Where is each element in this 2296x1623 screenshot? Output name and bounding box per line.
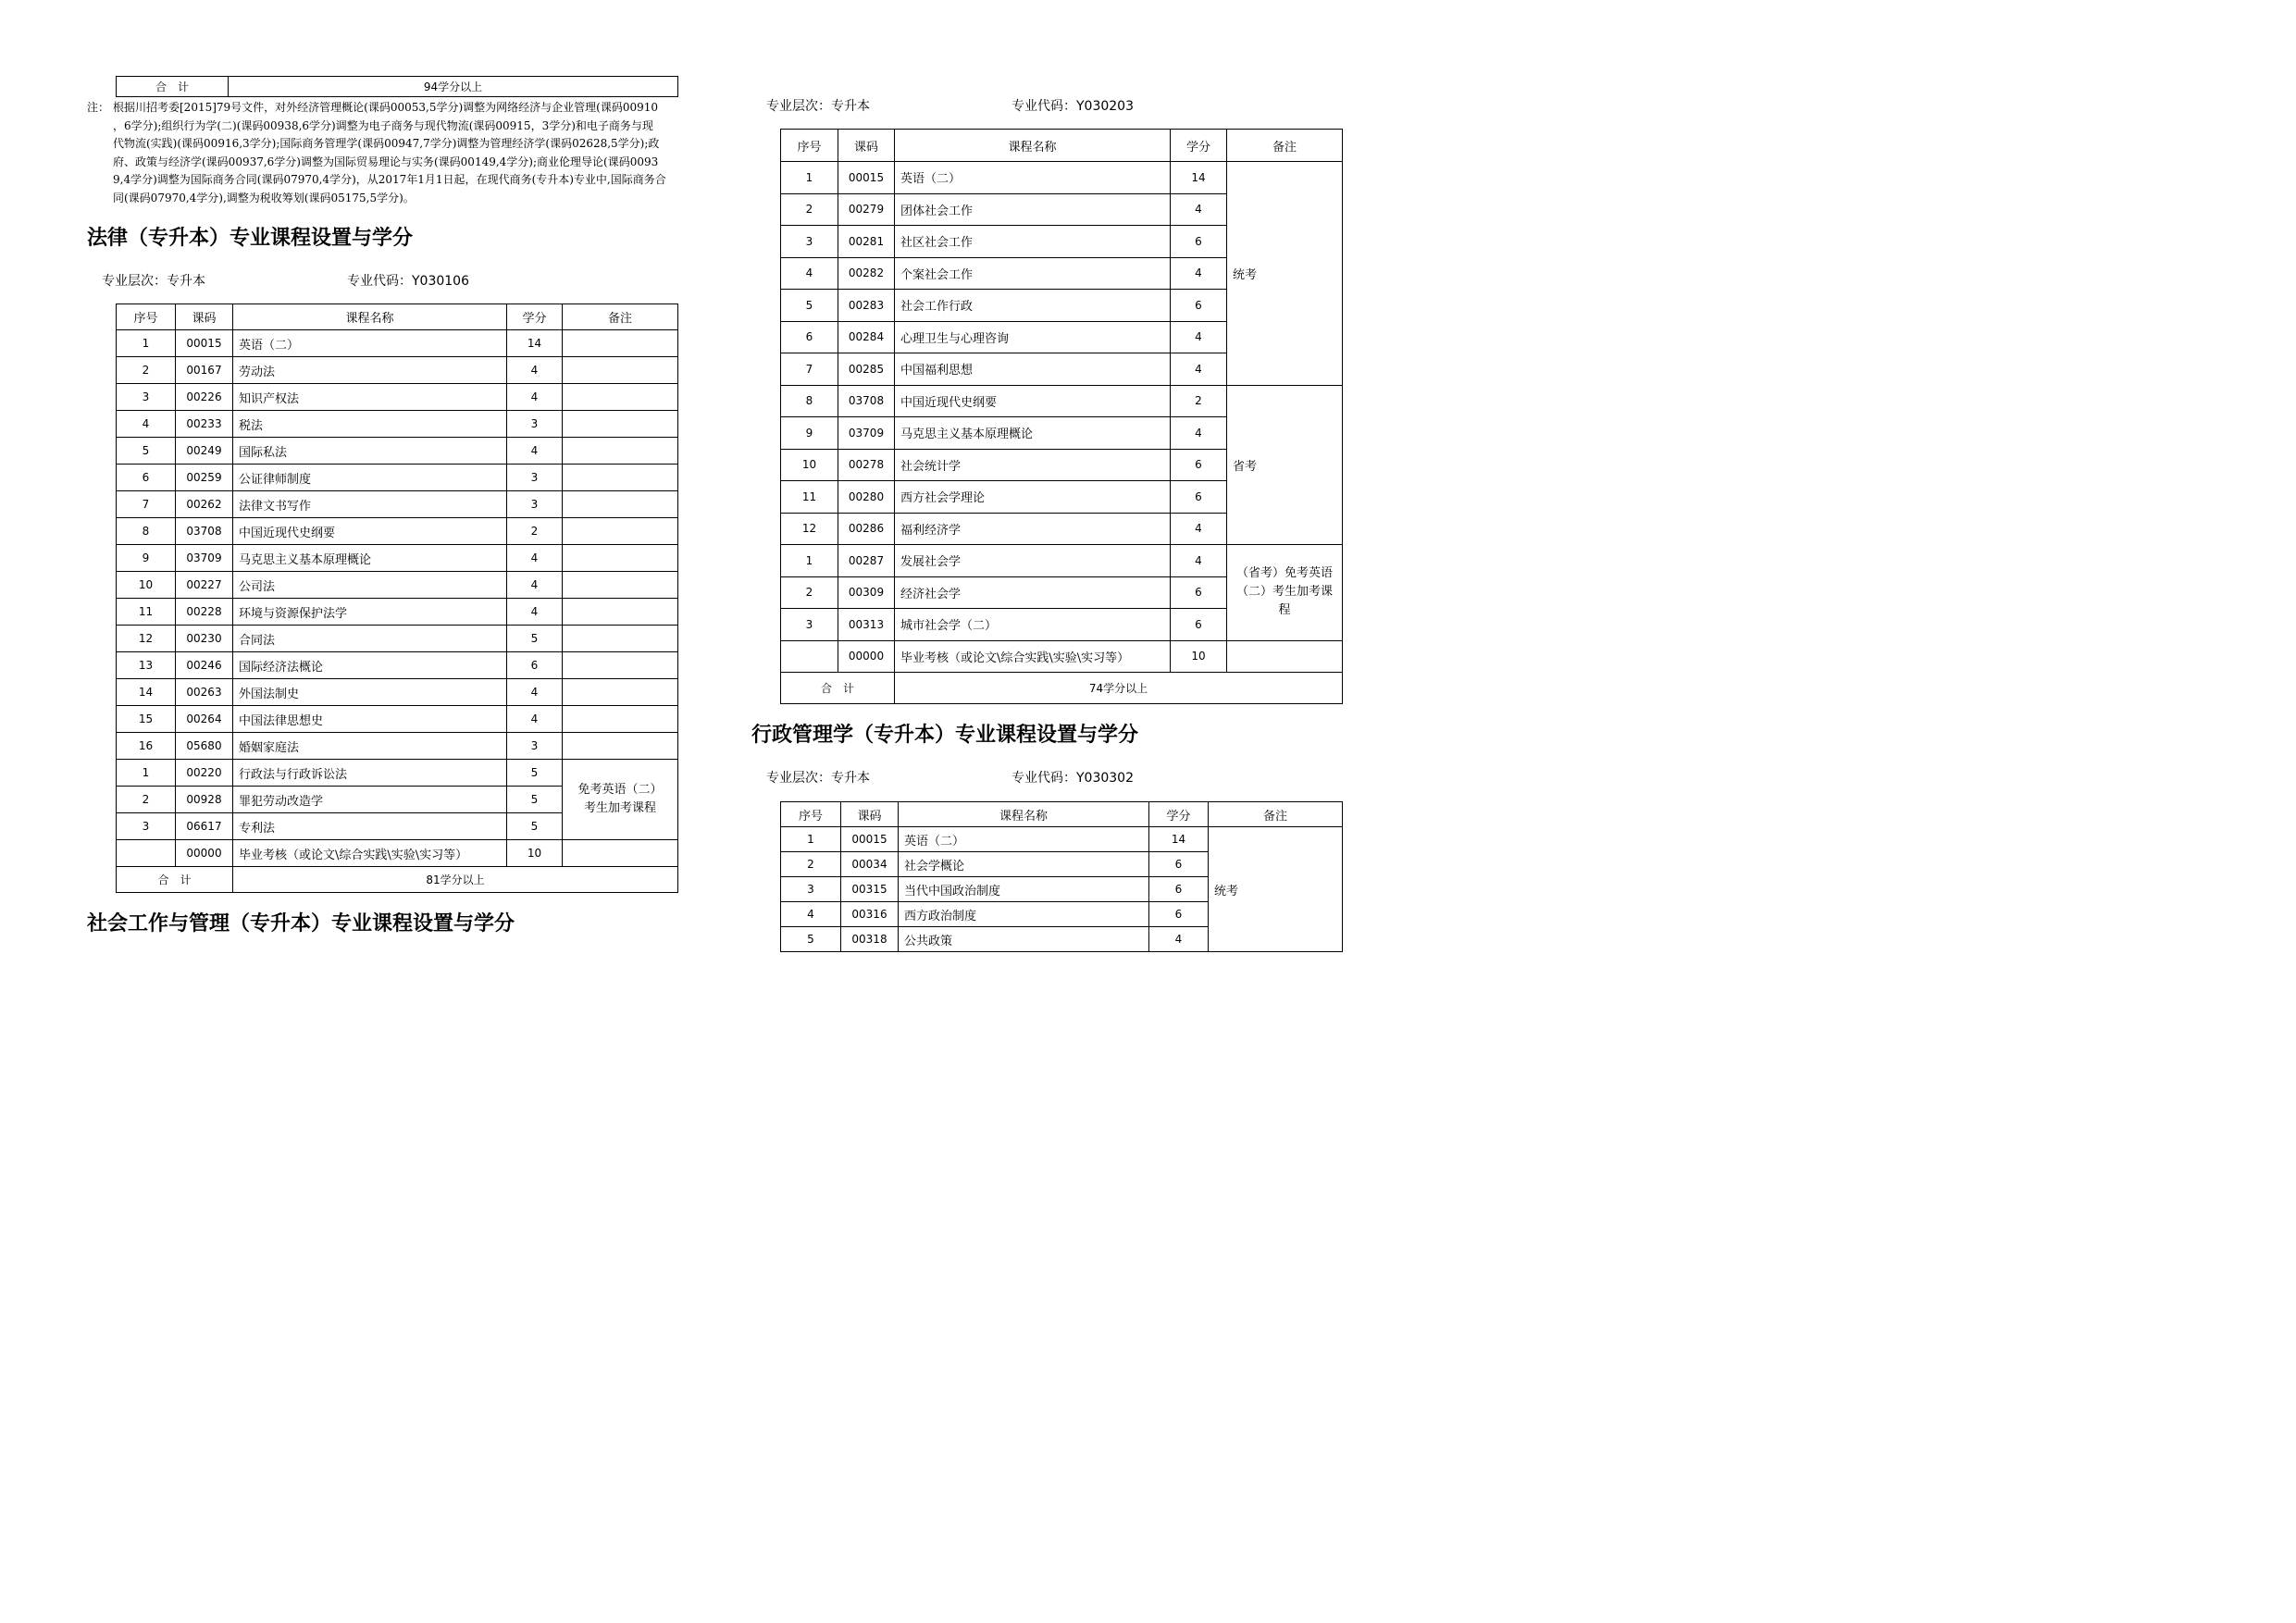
row-seq: 11 <box>117 599 176 626</box>
row-credit: 4 <box>507 679 563 706</box>
row-code: 00286 <box>838 513 895 545</box>
row-seq: 14 <box>117 679 176 706</box>
row-name: 经济社会学 <box>895 576 1171 609</box>
row-name: 福利经济学 <box>895 513 1171 545</box>
row-code: 03708 <box>176 518 233 545</box>
row-note <box>563 438 678 465</box>
row-seq: 12 <box>117 626 176 652</box>
law-group-note: 免考英语（二）考生加考课程 <box>563 760 678 840</box>
row-credit: 4 <box>1171 513 1227 545</box>
row-seq <box>117 840 176 867</box>
row-name: 法律文书写作 <box>233 491 507 518</box>
row-credit: 4 <box>1171 417 1227 450</box>
row-credit: 5 <box>507 626 563 652</box>
row-credit: 6 <box>1171 449 1227 481</box>
row-code: 03708 <box>838 385 895 417</box>
row-credit: 3 <box>507 411 563 438</box>
row-seq: 11 <box>781 481 838 514</box>
row-name: 税法 <box>233 411 507 438</box>
col-header-credit: 学分 <box>507 304 563 330</box>
row-seq: 7 <box>117 491 176 518</box>
table-row <box>781 827 1343 852</box>
row-code: 00281 <box>838 226 895 258</box>
table-row <box>117 357 678 384</box>
row-seq: 4 <box>781 902 841 927</box>
row-credit: 10 <box>507 840 563 867</box>
total-row <box>117 867 678 893</box>
row-credit: 5 <box>507 813 563 840</box>
col-header-code: 课码 <box>838 130 895 162</box>
row-name: 行政法与行政诉讼法 <box>233 760 507 787</box>
admin-course-table <box>780 801 1343 952</box>
row-seq: 5 <box>781 927 841 952</box>
row-note <box>1227 640 1343 673</box>
row-name: 劳动法 <box>233 357 507 384</box>
row-note <box>563 384 678 411</box>
row-code: 00262 <box>176 491 233 518</box>
footnote <box>87 99 716 208</box>
row-credit: 3 <box>507 465 563 491</box>
row-credit: 4 <box>1171 321 1227 353</box>
row-code: 00282 <box>838 257 895 290</box>
row-name: 国际经济法概论 <box>233 652 507 679</box>
row-note <box>563 733 678 760</box>
row-credit: 4 <box>1149 927 1209 952</box>
row-code: 06617 <box>176 813 233 840</box>
row-seq: 8 <box>781 385 838 417</box>
row-name: 毕业考核（或论文\综合实践\实验\实习等） <box>895 640 1171 673</box>
row-code: 00226 <box>176 384 233 411</box>
table-row <box>781 545 1343 577</box>
total-value: 94学分以上 <box>229 77 678 97</box>
row-note <box>563 679 678 706</box>
row-name: 英语（二） <box>899 827 1149 852</box>
row-name: 英语（二） <box>895 162 1171 194</box>
row-credit: 2 <box>1171 385 1227 417</box>
row-code: 05680 <box>176 733 233 760</box>
row-credit: 4 <box>507 572 563 599</box>
row-seq: 1 <box>117 330 176 357</box>
row-note <box>563 840 678 867</box>
row-code: 00278 <box>838 449 895 481</box>
row-note <box>563 411 678 438</box>
top-total-table <box>116 76 678 97</box>
social-work-section-title: 社会工作与管理（专升本）专业课程设置与学分 <box>87 911 515 935</box>
row-name: 社会学概论 <box>899 852 1149 877</box>
social-work-note-extra: （省考）免考英语（二）考生加考课程 <box>1227 545 1343 641</box>
row-name: 个案社会工作 <box>895 257 1171 290</box>
row-seq: 4 <box>781 257 838 290</box>
footnote-line: 根据川招考委[2015]79号文件，对外经济管理概论(课码00053,5学分)调整为网络经济与企业管理(课码00910 <box>113 101 659 114</box>
row-seq: 9 <box>781 417 838 450</box>
row-code: 00034 <box>841 852 899 877</box>
row-credit: 6 <box>1149 877 1209 902</box>
footnote-line: 代物流(实践)(课码00916,3学分);国际商务管理学(课码00947,7学分)调整为管理经济学(课码02628,5学分);政 <box>113 137 660 151</box>
row-note <box>563 330 678 357</box>
row-credit: 4 <box>1171 353 1227 386</box>
row-name: 团体社会工作 <box>895 193 1171 226</box>
row-seq: 2 <box>781 852 841 877</box>
row-seq: 3 <box>117 813 176 840</box>
footnote-line: ，6学分);组织行为学(二)(课码00938,6学分)调整为电子商务与现代物流(课码00915，3学分)和电子商务与现 <box>113 118 653 132</box>
col-header-code: 课码 <box>841 802 899 827</box>
row-name: 当代中国政治制度 <box>899 877 1149 902</box>
row-code: 00264 <box>176 706 233 733</box>
row-name: 环境与资源保护法学 <box>233 599 507 626</box>
table-row <box>117 599 678 626</box>
row-seq: 1 <box>781 162 838 194</box>
row-name: 合同法 <box>233 626 507 652</box>
row-note <box>563 545 678 572</box>
total-label: 合 计 <box>117 77 229 97</box>
row-credit: 14 <box>507 330 563 357</box>
row-code: 00309 <box>838 576 895 609</box>
col-header-seq: 序号 <box>117 304 176 330</box>
admin-section-title: 行政管理学（专升本）专业课程设置与学分 <box>751 723 1139 747</box>
row-credit: 6 <box>1171 226 1227 258</box>
row-note <box>563 652 678 679</box>
row-credit: 5 <box>507 760 563 787</box>
row-code: 00015 <box>176 330 233 357</box>
col-header-note: 备注 <box>1209 802 1343 827</box>
footnote-line: 府、政策与经济学(课码00937,6学分)调整为国际贸易理论与实务(课码00149,4学分);商业伦理导论(课码0093 <box>113 155 659 168</box>
row-seq: 2 <box>781 576 838 609</box>
row-name: 知识产权法 <box>233 384 507 411</box>
row-seq: 5 <box>781 290 838 322</box>
row-code: 00313 <box>838 609 895 641</box>
row-code: 00280 <box>838 481 895 514</box>
table-row <box>117 706 678 733</box>
row-seq: 1 <box>781 827 841 852</box>
row-credit: 10 <box>1171 640 1227 673</box>
row-name: 中国福利思想 <box>895 353 1171 386</box>
row-name: 中国近现代史纲要 <box>895 385 1171 417</box>
row-code: 00015 <box>841 827 899 852</box>
table-row <box>117 733 678 760</box>
col-header-seq: 序号 <box>781 802 841 827</box>
table-row <box>117 491 678 518</box>
row-name: 国际私法 <box>233 438 507 465</box>
total-label: 合 计 <box>117 867 233 893</box>
row-seq: 10 <box>781 449 838 481</box>
row-note <box>563 518 678 545</box>
row-credit: 4 <box>507 384 563 411</box>
admin-code-label: 专业代码：Y030302 <box>1011 771 1134 786</box>
row-note <box>563 706 678 733</box>
row-name: 外国法制史 <box>233 679 507 706</box>
row-code: 00279 <box>838 193 895 226</box>
row-code: 00228 <box>176 599 233 626</box>
table-row <box>117 411 678 438</box>
row-seq <box>781 640 838 673</box>
row-name: 公司法 <box>233 572 507 599</box>
table-row <box>117 679 678 706</box>
row-name: 发展社会学 <box>895 545 1171 577</box>
table-row <box>117 626 678 652</box>
row-code: 00246 <box>176 652 233 679</box>
row-name: 心理卫生与心理咨询 <box>895 321 1171 353</box>
row-code: 00316 <box>841 902 899 927</box>
table-row <box>781 385 1343 417</box>
law-section-title: 法律（专升本）专业课程设置与学分 <box>87 226 414 250</box>
row-name: 中国近现代史纲要 <box>233 518 507 545</box>
col-header-name: 课程名称 <box>233 304 507 330</box>
law-level-label: 专业层次：专升本 <box>102 274 205 289</box>
row-name: 公证律师制度 <box>233 465 507 491</box>
row-note <box>563 572 678 599</box>
social-work-code-label: 专业代码：Y030203 <box>1011 99 1134 114</box>
row-name: 罪犯劳动改造学 <box>233 787 507 813</box>
row-seq: 9 <box>117 545 176 572</box>
row-credit: 4 <box>1171 257 1227 290</box>
row-name: 社会统计学 <box>895 449 1171 481</box>
law-course-table <box>116 304 678 893</box>
row-credit: 6 <box>1171 576 1227 609</box>
row-name: 马克思主义基本原理概论 <box>895 417 1171 450</box>
row-seq: 13 <box>117 652 176 679</box>
row-code: 00249 <box>176 438 233 465</box>
row-credit: 4 <box>507 706 563 733</box>
law-code-label: 专业代码：Y030106 <box>347 274 469 289</box>
col-header-credit: 学分 <box>1149 802 1209 827</box>
row-seq: 3 <box>781 609 838 641</box>
row-name: 公共政策 <box>899 927 1149 952</box>
col-header-credit: 学分 <box>1171 130 1227 162</box>
row-name: 城市社会学（二） <box>895 609 1171 641</box>
row-seq: 3 <box>117 384 176 411</box>
row-name: 专利法 <box>233 813 507 840</box>
col-header-name: 课程名称 <box>895 130 1171 162</box>
row-credit: 2 <box>507 518 563 545</box>
row-code: 00315 <box>841 877 899 902</box>
row-seq: 2 <box>117 357 176 384</box>
social-work-note-provincial: 省考 <box>1227 385 1343 545</box>
total-value: 81学分以上 <box>233 867 678 893</box>
table-row <box>117 384 678 411</box>
row-seq: 1 <box>117 760 176 787</box>
row-code: 00263 <box>176 679 233 706</box>
row-credit: 6 <box>1171 481 1227 514</box>
row-code: 00227 <box>176 572 233 599</box>
row-note <box>563 465 678 491</box>
row-name: 社会工作行政 <box>895 290 1171 322</box>
row-code: 00000 <box>176 840 233 867</box>
table-row <box>117 518 678 545</box>
row-credit: 6 <box>1171 609 1227 641</box>
total-value: 74学分以上 <box>895 673 1343 704</box>
col-header-note: 备注 <box>1227 130 1343 162</box>
row-code: 00284 <box>838 321 895 353</box>
total-row <box>781 673 1343 704</box>
row-credit: 4 <box>1171 545 1227 577</box>
row-name: 西方社会学理论 <box>895 481 1171 514</box>
table-row <box>117 545 678 572</box>
row-code: 03709 <box>176 545 233 572</box>
row-name: 英语（二） <box>233 330 507 357</box>
row-note <box>563 626 678 652</box>
row-code: 00167 <box>176 357 233 384</box>
table-row <box>117 465 678 491</box>
row-seq: 7 <box>781 353 838 386</box>
row-seq: 8 <box>117 518 176 545</box>
admin-note-unified: 统考 <box>1209 827 1343 952</box>
table-row <box>117 330 678 357</box>
table-row <box>117 760 678 787</box>
row-code: 00220 <box>176 760 233 787</box>
row-code: 00233 <box>176 411 233 438</box>
row-seq: 2 <box>117 787 176 813</box>
col-header-note: 备注 <box>563 304 678 330</box>
table-row <box>117 840 678 867</box>
row-code: 00283 <box>838 290 895 322</box>
row-name: 婚姻家庭法 <box>233 733 507 760</box>
social-work-level-label: 专业层次：专升本 <box>766 99 870 114</box>
row-seq: 6 <box>781 321 838 353</box>
row-seq: 3 <box>781 226 838 258</box>
row-seq: 4 <box>117 411 176 438</box>
row-code: 00259 <box>176 465 233 491</box>
table-row <box>117 652 678 679</box>
table-row <box>117 572 678 599</box>
row-seq: 1 <box>781 545 838 577</box>
total-label: 合 计 <box>781 673 895 704</box>
row-seq: 10 <box>117 572 176 599</box>
row-name: 马克思主义基本原理概论 <box>233 545 507 572</box>
row-note <box>563 599 678 626</box>
row-code: 00230 <box>176 626 233 652</box>
row-code: 00287 <box>838 545 895 577</box>
col-header-name: 课程名称 <box>899 802 1149 827</box>
row-code: 00015 <box>838 162 895 194</box>
row-credit: 6 <box>1149 902 1209 927</box>
row-credit: 6 <box>507 652 563 679</box>
table-row <box>117 438 678 465</box>
footnote-line: 9,4学分)调整为国际商务合同(课码07970,4学分)，从2017年1月1日起，在现代商务(专升本)专业中,国际商务合 <box>113 173 666 187</box>
social-work-note-unified: 统考 <box>1227 162 1343 386</box>
row-credit: 14 <box>1149 827 1209 852</box>
row-seq: 2 <box>781 193 838 226</box>
row-seq: 3 <box>781 877 841 902</box>
row-code: 03709 <box>838 417 895 450</box>
row-credit: 4 <box>1171 193 1227 226</box>
row-credit: 5 <box>507 787 563 813</box>
row-credit: 14 <box>1171 162 1227 194</box>
row-code: 00318 <box>841 927 899 952</box>
row-seq: 5 <box>117 438 176 465</box>
table-row <box>781 640 1343 673</box>
row-name: 毕业考核（或论文\综合实践\实验\实习等） <box>233 840 507 867</box>
row-seq: 6 <box>117 465 176 491</box>
col-header-code: 课码 <box>176 304 233 330</box>
row-name: 社区社会工作 <box>895 226 1171 258</box>
row-credit: 3 <box>507 491 563 518</box>
row-seq: 16 <box>117 733 176 760</box>
social-work-course-table <box>780 129 1343 704</box>
row-name: 中国法律思想史 <box>233 706 507 733</box>
row-seq: 12 <box>781 513 838 545</box>
row-credit: 4 <box>507 599 563 626</box>
row-credit: 3 <box>507 733 563 760</box>
row-credit: 4 <box>507 438 563 465</box>
row-seq: 15 <box>117 706 176 733</box>
table-row <box>781 162 1343 194</box>
col-header-seq: 序号 <box>781 130 838 162</box>
footnote-line: 同(课码07970,4学分),调整为税收筹划(课码05175,5学分)。 <box>113 191 415 204</box>
row-code: 00928 <box>176 787 233 813</box>
row-credit: 6 <box>1171 290 1227 322</box>
row-credit: 4 <box>507 357 563 384</box>
row-credit: 6 <box>1149 852 1209 877</box>
admin-level-label: 专业层次：专升本 <box>766 771 870 786</box>
row-credit: 4 <box>507 545 563 572</box>
row-note <box>563 491 678 518</box>
row-code: 00285 <box>838 353 895 386</box>
footnote-prefix: 注： <box>87 101 110 114</box>
row-note <box>563 357 678 384</box>
row-name: 西方政治制度 <box>899 902 1149 927</box>
row-code: 00000 <box>838 640 895 673</box>
